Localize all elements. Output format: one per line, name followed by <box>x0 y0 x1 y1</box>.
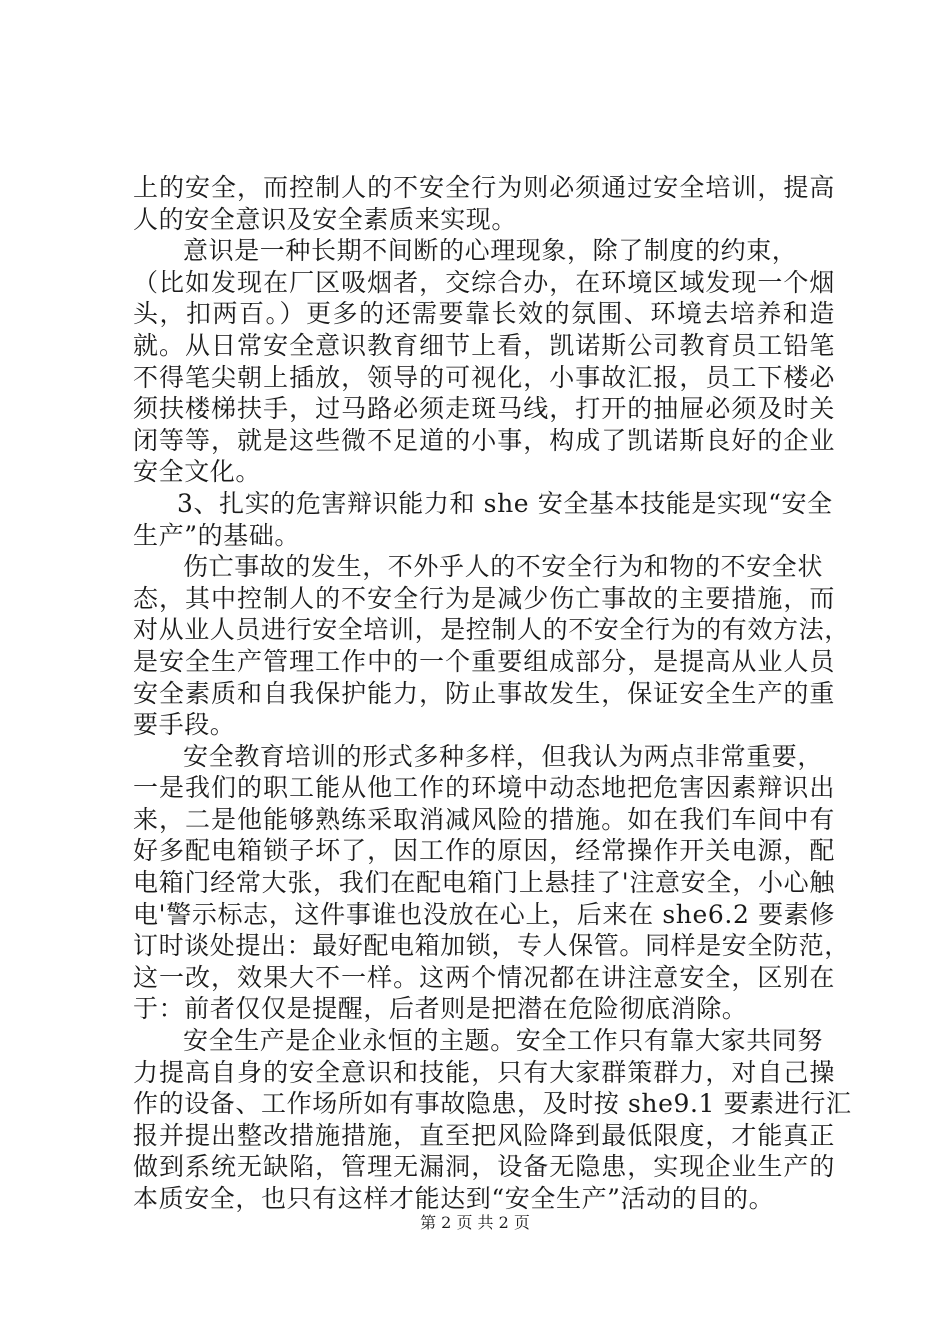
text-line: 闭等等，就是这些微不足道的小事，构成了凯诺斯良好的企业 <box>133 425 835 455</box>
text-line: 就。从日常安全意识教育细节上看，凯诺斯公司教育员工铅笔 <box>133 330 835 360</box>
text-line: 要手段。 <box>133 710 236 740</box>
text-line: 是安全生产管理工作中的一个重要组成部分，是提高从业人员 <box>133 646 835 676</box>
text-line: 来，二是他能够熟练采取消减风险的措施。如在我们车间中有 <box>133 804 835 834</box>
text-line: （比如发现在厂区吸烟者，交综合办，在环境区域发现一个烟 <box>133 267 835 297</box>
text-line: 订时谈处提出：最好配电箱加锁，专人保管。同样是安全防范， <box>133 931 850 961</box>
text-line: 不得笔尖朝上插放，领导的可视化，小事故汇报，员工下楼必 <box>133 362 835 392</box>
text-line: 电箱门经常大张，我们在配电箱门上悬挂了'注意安全，小心触 <box>133 868 835 898</box>
text-line: 头，扣两百。）更多的还需要靠长效的氛围、环境去培养和造 <box>133 299 835 329</box>
text-line: 作的设备、工作场所如有事故隐患，及时按 she9.1 要素进行汇 <box>133 1089 852 1119</box>
text-line: 态，其中控制人的不安全行为是减少伤亡事故的主要措施，而 <box>133 583 835 613</box>
text-line: 一是我们的职工能从他工作的环境中动态地把危害因素辩识出 <box>133 773 835 803</box>
text-line: 对从业人员进行安全培训，是控制人的不安全行为的有效方法， <box>133 615 850 645</box>
paragraph-start-line: 伤亡事故的发生，不外乎人的不安全行为和物的不安全状 <box>183 552 824 582</box>
text-line: 这一改，效果大不一样。这两个情况都在讲注意安全，区别在 <box>133 962 835 992</box>
document-body <box>133 172 852 1215</box>
text-line: 上的安全，而控制人的不安全行为则必须通过安全培训，提高 <box>133 173 835 202</box>
paragraph-start-line: 安全生产是企业永恒的主题。安全工作只有靠大家共同努 <box>183 1026 824 1056</box>
text-line: 于：前者仅仅是提醒，后者则是把潜在危险彻底消除。 <box>133 994 748 1024</box>
text-line: 安全素质和自我保护能力，防止事故发生，保证安全生产的重 <box>133 678 835 708</box>
text-line: 安全文化。 <box>133 457 262 487</box>
text-line: 好多配电箱锁子坏了，因工作的原因，经常操作开关电源，配 <box>133 836 835 866</box>
section-heading-line: 3、扎实的危害辩识能力和 she 安全基本技能是实现“安全 <box>177 488 833 518</box>
text-line: 力提高自身的安全意识和技能，只有大家群策群力，对自己操 <box>133 1057 835 1087</box>
text-line: 电'警示标志，这件事谁也没放在心上，后来在 she6.2 要素修 <box>133 899 835 929</box>
text-line: 人的安全意识及安全素质来实现。 <box>133 204 518 234</box>
text-line: 做到系统无缺陷，管理无漏洞，设备无隐患，实现企业生产的 <box>133 1152 835 1182</box>
page-number-footer: 第 2 页 共 2 页 <box>420 1213 530 1232</box>
text-line: 报并提出整改措施措施，直至把风险降到最低限度，才能真正 <box>133 1120 835 1150</box>
text-line: 本质安全，也只有这样才能达到“安全生产”活动的目的。 <box>133 1184 775 1213</box>
section-heading-line: 生产”的基础。 <box>133 520 300 550</box>
paragraph-start-line: 意识是一种长期不间断的心理现象，除了制度的约束， <box>183 236 798 266</box>
text-line: 须扶楼梯扶手，过马路必须走斑马线，打开的抽屉必须及时关 <box>133 394 835 424</box>
paragraph-start-line: 安全教育培训的形式多种多样，但我认为两点非常重要， <box>183 741 824 771</box>
